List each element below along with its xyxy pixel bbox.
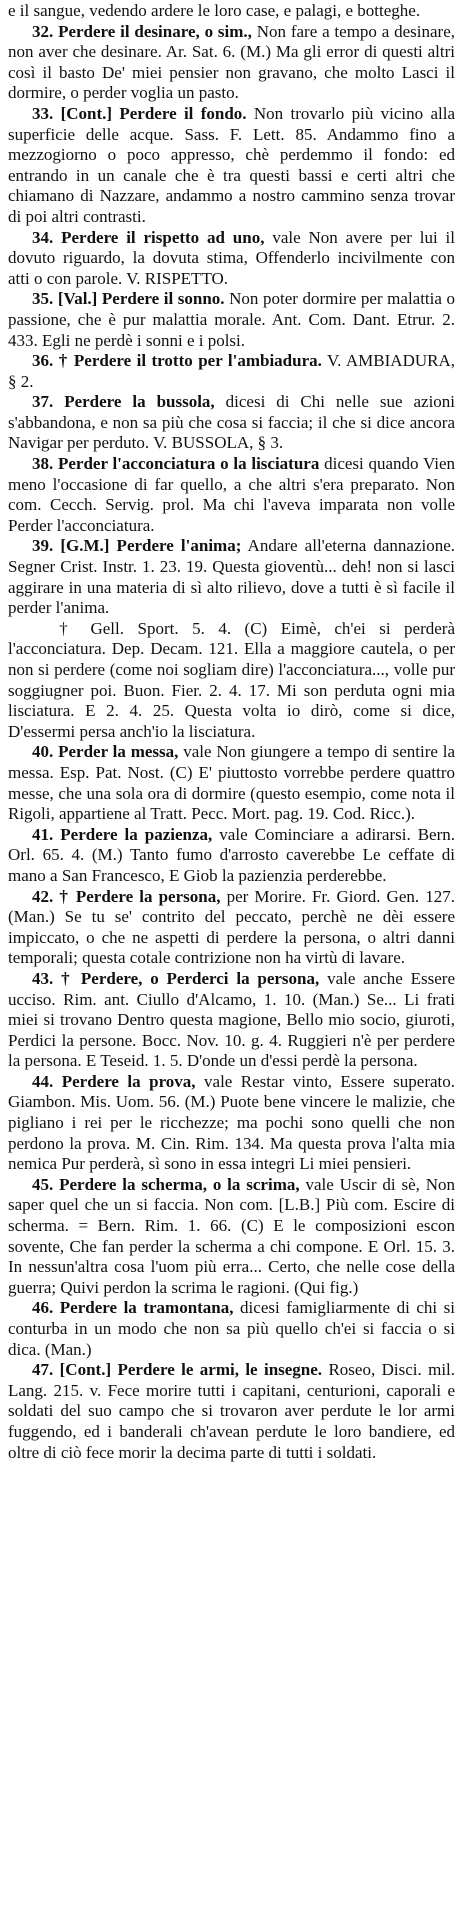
entry-43 bbox=[8, 969, 455, 1072]
entry-38 bbox=[8, 454, 455, 536]
entry-text: vale Restar vinto, Essere superato. Giambon. Mis. Uom. 56. (M.) Puote bene vincere le malizie, che pigliano i rei per le ricchezze; ma pochi sono quelli che non perdono la prova. M. Cin. Rim. 134. Ma questa prova l'alta mia nemica Pur perderà, sì sono in essa integri Li miei pensieri. bbox=[8, 1071, 456, 1174]
entry-headword: † Perdere il trotto per l'ambiadura. bbox=[58, 351, 322, 371]
entry-headword: Perdere la pazienza, bbox=[60, 824, 213, 844]
entry-41 bbox=[8, 825, 455, 887]
entry-45 bbox=[8, 1175, 455, 1299]
entry-headword: Perdere la scherma, o la scrima, bbox=[59, 1174, 300, 1194]
entry-35 bbox=[8, 289, 455, 351]
entry-headword: † Perdere la persona, bbox=[59, 886, 221, 906]
entry-44 bbox=[8, 1072, 455, 1175]
entry-40 bbox=[8, 742, 455, 824]
entry-text: Non trovarlo più vicino alla superficie delle acque. Sass. F. Lett. 85. Andammo fino a mezzogiorno o poco appresso, chè perdemmo il fondo: ed entrando in un canale che è tra questi bassi e certi altri che chiamano di Nazzare, andammo a nostro cammino senza trovar di poi altri contrasti. bbox=[8, 103, 456, 226]
entry-47 bbox=[8, 1360, 455, 1463]
entry-text: dicesi quando Vien meno l'occasione di far quello, a che altri s'era preparato. Non com. Cecch. Servig. prol. Ma chi l'aveva imparata non volle Perder l'acconciatura. bbox=[8, 454, 456, 535]
entry-text: per Morire. Fr. Giord. Gen. 127. (Man.) Se tu se' contrito del peccato, perchè ne dèi essere impiccato, o che ne aspetti di perdere la persona, o altri danni temporali; questa cotale contrizione non ha virtù di lavare. bbox=[8, 886, 455, 968]
entry-text: Non poter dormire per malattia o passione, che è pur malattia morale. Ant. Com. Dant. Etrur. 2. 433. Egli ne perdè i sonni e i polsi. bbox=[8, 289, 456, 350]
entry-text: Roseo, Disci. mil. Lang. 215. v. Fece morire tutti i capitani, centurioni, caporali e soldati del suo campo che si trovaron aver perdute le lor armi fuggendo, ed i banderali ch'avean perdute le loro bandiere, ed oltre di ciò fece morir la decima parte di tutti i soldati. bbox=[8, 1360, 456, 1462]
entry-headword: Perder l'acconciatura o la lisciatura bbox=[58, 454, 320, 474]
entry-continuation bbox=[8, 1, 455, 22]
entry-headword: Perdere il rispetto ad uno, bbox=[61, 227, 265, 247]
entry-34 bbox=[8, 228, 455, 290]
entry-text: e il sangue, vedendo ardere le loro case, e palagi, e botteghe. bbox=[8, 1, 421, 20]
entry-text: † Gell. Sport. 5. 4. (C) Eimè, ch'ei si perderà l'acconciatura. Dep. Decam. 121. Ella a maggiore cautela, o per non si perdere (come noi sogliam dire) l'acconciatura..., volle pur soggiugner poi. Buon. Fier. 2. 4. 17. Mi son perduta ogni mia lisciatura. E 2. 4. 25. Questa volta io dirò, come si dice, D'essermi persa anch'io la lisciatura. bbox=[8, 618, 455, 741]
entry-headword: [Cont.] Perdere il fondo. bbox=[60, 103, 247, 123]
entry-number: 46. bbox=[32, 1298, 54, 1318]
entry-number: 35. bbox=[32, 289, 54, 309]
entry-text: vale anche Essere ucciso. Rim. ant. Ciullo d'Alcamo, 1. 10. (Man.) Se... Li frati miei si trovano Dentro questa magione, Bello mio socio, giuroti, Perdici la persone. Bocc. Nov. 10. g. 4. Ruggieri n'è per perdere la persona. E Teseid. 1. 5. D'onde un d'essi perdè la persona. bbox=[8, 968, 455, 1071]
entry-text: vale Cominciare a adirarsi. Bern. Orl. 65. 4. (M.) Tanto fumo d'arrosto caverebbe Le ceffate di mano a San Francesco, E Giob la pazienzia perderebbe. bbox=[8, 824, 456, 885]
entry-33 bbox=[8, 104, 455, 228]
entry-number: 34. bbox=[32, 227, 54, 247]
entry-headword: [G.M.] Perdere l'anima; bbox=[60, 536, 242, 556]
entry-number: 43. bbox=[32, 968, 54, 988]
entry-headword: Perdere la bussola, bbox=[64, 392, 215, 412]
entry-number: 32. bbox=[32, 21, 54, 41]
entry-text: vale Non avere per lui il dovuto riguardo, la dovuta stima, Offenderlo incivilmente con atti o con parole. V. RISPETTO. bbox=[8, 227, 456, 288]
entry-headword: [Val.] Perdere il sonno. bbox=[57, 289, 225, 309]
entry-text: dicesi di Chi nelle sue azioni s'abbandona, e non sa più che cosa si faccia; il che si dice ancora Navigar per perduto. V. BUSSOLA, § 3. bbox=[8, 392, 456, 453]
entry-39 bbox=[8, 536, 455, 618]
entry-46 bbox=[8, 1298, 455, 1360]
entry-number: 40. bbox=[32, 742, 54, 762]
entry-headword: Perder la messa, bbox=[58, 742, 179, 762]
entry-number: 44. bbox=[32, 1071, 54, 1091]
entry-headword: Perdere il desinare, o sim., bbox=[58, 21, 252, 41]
entry-32 bbox=[8, 22, 455, 104]
entry-text: Non fare a tempo a desinare, non aver che desinare. Ar. Sat. 6. (M.) Ma gli error di questi altri così il basto De' miei pensier non gravano, che molto Lasci il dormire, o perder voglia un pasto. bbox=[8, 21, 455, 103]
entry-text: Andare all'eterna dannazione. Segner Crist. Instr. 1. 23. 19. Questa gioventù... deh! non si lasci aggirare in una materia di sì alto rilievo, dove a tutti è sì facile il perder l'anima. bbox=[8, 536, 456, 618]
entry-number: 42. bbox=[32, 886, 54, 906]
entry-text: dicesi famigliarmente di chi si conturba in un modo che non sa più quello ch'ei si faccia o si dica. (Man.) bbox=[8, 1298, 455, 1359]
entry-number: 45. bbox=[32, 1174, 54, 1194]
entry-headword: Perdere la tramontana, bbox=[59, 1298, 234, 1318]
entry-number: 33. bbox=[32, 103, 54, 123]
entry-number: 39. bbox=[32, 536, 54, 556]
entry-37 bbox=[8, 392, 455, 454]
entry-text: V. AMBIADURA, § 2. bbox=[8, 351, 455, 391]
entry-text: vale Uscir di sè, Non saper quel che un si faccia. Non com. [L.B.] Più com. Escire di scherma. = Bern. Rim. 1. 66. (C) E le composizioni escon sovente, Che fan perder la scherma a chi compone. E Orl. 15. 3. In nessun'altra cosa l'uom più erra... Certo, che nelle cose della guerra; Quivi perdon la scrima le ragioni. (Qui fig.) bbox=[8, 1174, 456, 1297]
entry-headword: Perdere la prova, bbox=[61, 1071, 196, 1091]
entry-42 bbox=[8, 887, 455, 969]
entry-text: vale Non giungere a tempo di sentire la messa. Esp. Pat. Nost. (C) E' piuttosto vorrebbe perdere quattro messe, che una sola ora di dormire (questo esempio, come nota il Rigoli, appartiene al Tratt. Pecc. Mort. pag. 19. Cod. Ricc.). bbox=[8, 742, 456, 824]
entry-number: 47. bbox=[32, 1360, 54, 1380]
entry-headword: † Perdere, o Perderci la persona, bbox=[61, 968, 320, 988]
entry-number: 38. bbox=[32, 454, 54, 474]
entry-headword: [Cont.] Perdere le armi, le insegne. bbox=[59, 1360, 323, 1380]
entry-number: 36. bbox=[32, 351, 54, 371]
entry-36 bbox=[8, 351, 455, 392]
entry-39-subsection bbox=[8, 619, 455, 743]
entry-number: 37. bbox=[32, 392, 54, 412]
entry-number: 41. bbox=[32, 824, 54, 844]
